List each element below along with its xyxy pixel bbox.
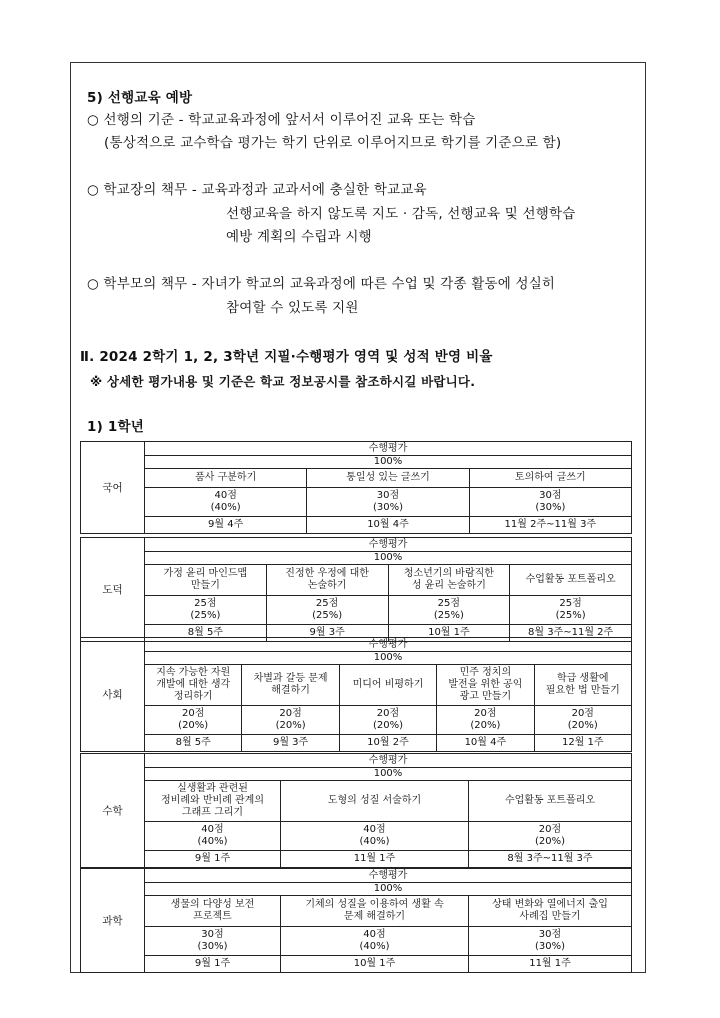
item-week: 10월 4주 <box>437 735 534 752</box>
korean-assessment-table <box>80 441 632 534</box>
principal-duty-line3: 예방 계획의 수립과 시행 <box>226 229 372 245</box>
item-score: 25점 (25%) <box>510 596 632 625</box>
item-title: 학급 생활에 필요한 법 만들기 <box>534 665 631 706</box>
subject-name: 도덕 <box>81 538 145 642</box>
item-week: 10월 1주 <box>281 956 469 973</box>
item-week: 10월 1주 <box>388 625 510 642</box>
item-title: 통일성 있는 글쓰기 <box>307 469 469 488</box>
item-week: 9월 1주 <box>145 956 281 973</box>
item-title: 가정 윤리 마인드맵 만들기 <box>145 565 267 596</box>
item-title: 차별과 갈등 문제 해결하기 <box>242 665 339 706</box>
item-week: 8월 5주 <box>145 625 267 642</box>
assessment-type: 수행평가 <box>145 869 632 883</box>
item-week: 11월 2주~11월 3주 <box>469 517 631 534</box>
grade-1-heading: 1) 1학년 <box>87 419 144 435</box>
subject-name: 국어 <box>81 442 145 534</box>
item-score: 30점 (30%) <box>307 488 469 517</box>
item-week: 9월 1주 <box>145 851 281 868</box>
item-score: 20점 (20%) <box>437 706 534 735</box>
total-percent: 100% <box>145 456 632 469</box>
disclosure-note: ※ 상세한 평가내용 및 기준은 학교 정보공시를 참조하시길 바랍니다. <box>90 374 476 389</box>
total-percent: 100% <box>145 768 632 781</box>
preemptive-definition-note: (통상적으로 교수학습 평가는 학기 단위로 이루어지므로 학기를 기준으로 함) <box>104 135 562 151</box>
ethics-assessment-table <box>80 537 632 642</box>
preemptive-definition: ○ 선행의 기준 - 학교교육과정에 앞서서 이루어진 교육 또는 학습 <box>87 112 476 128</box>
item-title: 수업활동 포트폴리오 <box>510 565 632 596</box>
item-week: 10월 2주 <box>339 735 436 752</box>
item-score: 30점 (30%) <box>469 488 631 517</box>
item-title: 미디어 비평하기 <box>339 665 436 706</box>
item-score: 25점 (25%) <box>266 596 388 625</box>
section-5-heading: 5) 선행교육 예방 <box>87 90 193 106</box>
item-score: 25점 (25%) <box>388 596 510 625</box>
assessment-type: 수행평가 <box>145 754 632 768</box>
math-assessment-table <box>80 753 632 868</box>
item-score: 30점 (30%) <box>145 927 281 956</box>
item-score: 40점 (40%) <box>145 488 307 517</box>
assessment-type: 수행평가 <box>145 538 632 552</box>
item-week: 8월 3주~11월 2주 <box>510 625 632 642</box>
item-week: 11월 1주 <box>281 851 469 868</box>
item-title: 민주 정치의 발전을 위한 공익 광고 만들기 <box>437 665 534 706</box>
item-title: 실생활과 관련된 정비례와 반비례 관계의 그래프 그리기 <box>145 781 281 822</box>
item-week: 8월 5주 <box>145 735 242 752</box>
subject-name: 수학 <box>81 754 145 868</box>
item-week: 9월 3주 <box>266 625 388 642</box>
item-week: 9월 3주 <box>242 735 339 752</box>
principal-duty: ○ 학교장의 책무 - 교육과정과 교과서에 충실한 학교교육 <box>87 182 427 198</box>
item-title: 도형의 성질 서술하기 <box>281 781 469 822</box>
science-assessment-table <box>80 868 632 973</box>
item-score: 20점 (20%) <box>469 822 632 851</box>
item-score: 20점 (20%) <box>242 706 339 735</box>
item-score: 20점 (20%) <box>534 706 631 735</box>
item-title: 지속 가능한 자원 개발에 대한 생각 정리하기 <box>145 665 242 706</box>
social-studies-assessment-table <box>80 637 632 752</box>
subject-name: 사회 <box>81 638 145 752</box>
total-percent: 100% <box>145 552 632 565</box>
item-title: 진정한 우정에 대한 논술하기 <box>266 565 388 596</box>
assessment-type: 수행평가 <box>145 442 632 456</box>
section-2-title: Ⅱ. 2024 2학기 1, 2, 3학년 지필·수행평가 영역 및 성적 반영 비율 <box>80 349 493 365</box>
total-percent: 100% <box>145 652 632 665</box>
item-title: 상태 변화와 열에너지 출입 사례집 만들기 <box>469 896 632 927</box>
parent-duty-line2: 참여할 수 있도록 지원 <box>226 300 359 316</box>
item-title: 토의하여 글쓰기 <box>469 469 631 488</box>
item-score: 40점 (40%) <box>281 927 469 956</box>
assessment-type: 수행평가 <box>145 638 632 652</box>
item-title: 품사 구분하기 <box>145 469 307 488</box>
item-score: 25점 (25%) <box>145 596 267 625</box>
item-score: 40점 (40%) <box>145 822 281 851</box>
item-title: 청소년기의 바람직한 성 윤리 논술하기 <box>388 565 510 596</box>
item-title: 기체의 성질을 이용하여 생활 속 문제 해결하기 <box>281 896 469 927</box>
item-week: 10월 4주 <box>307 517 469 534</box>
item-title: 생물의 다양성 보전 프로젝트 <box>145 896 281 927</box>
item-week: 11월 1주 <box>469 956 632 973</box>
item-week: 12월 1주 <box>534 735 631 752</box>
item-score: 20점 (20%) <box>145 706 242 735</box>
principal-duty-line2: 선행교육을 하지 않도록 지도 · 감독, 선행교육 및 선행학습 <box>226 206 576 222</box>
item-score: 40점 (40%) <box>281 822 469 851</box>
item-score: 20점 (20%) <box>339 706 436 735</box>
item-title: 수업활동 포트폴리오 <box>469 781 632 822</box>
subject-name: 과학 <box>81 869 145 973</box>
item-week: 8월 3주~11월 3주 <box>469 851 632 868</box>
parent-duty: ○ 학부모의 책무 - 자녀가 학교의 교육과정에 따른 수업 및 각종 활동에 성실히 <box>87 276 556 292</box>
item-week: 9월 4주 <box>145 517 307 534</box>
item-score: 30점 (30%) <box>469 927 632 956</box>
total-percent: 100% <box>145 883 632 896</box>
